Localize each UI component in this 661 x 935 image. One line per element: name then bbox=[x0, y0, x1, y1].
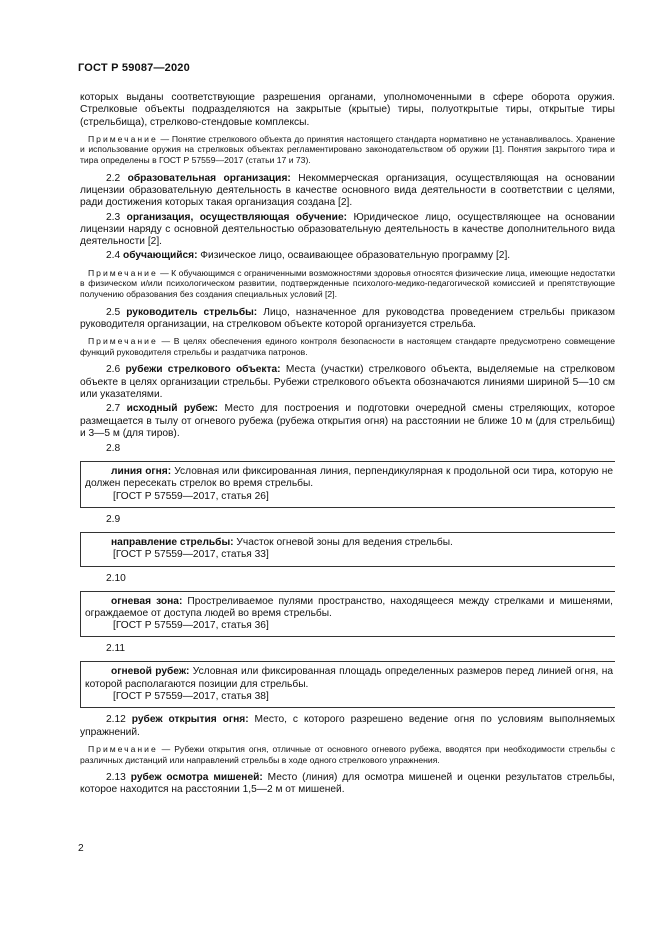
definition-text: Место для построения и подготовки очередной смены стреляющих, которое размещается в тылу от огневого рубежа (рубежа открытия огня) на расстоянии не ближе 10 м (для стрельбищ) и 3—5 м (для тиров). bbox=[80, 403, 615, 439]
item-number: 2.6 bbox=[106, 364, 121, 376]
term: обучающийся: bbox=[123, 250, 198, 262]
quoted-definition-2-9 bbox=[80, 532, 615, 567]
note-text: — Понятие стрелкового объекта до принятия настоящего стандарта нормативно не устанавливалось. Хранение и использование оружия на стрелковых объектах регламентировано законодательством об оружии [1]. Понятия закрытого тира и тира определены в ГОСТ Р 57559—2017 (статьи 17 и 73). bbox=[80, 133, 615, 166]
term: образовательная организация: bbox=[127, 172, 291, 184]
note-label: Примечание bbox=[88, 743, 158, 754]
definition-2-12 bbox=[80, 714, 615, 739]
term: рубеж осмотра мишеней: bbox=[130, 772, 263, 784]
term: рубеж открытия огня: bbox=[131, 714, 249, 726]
item-number: 2.13 bbox=[106, 772, 126, 784]
note-text: — К обучающимся с ограниченными возможностями здоровья относятся физические лица, имеющие недостатки в физическом и/или психологическом развитии, подтвержденные психолого-медико-педагогической комиссией и препятствующие получению образования без создания специальных условий [2]. bbox=[80, 267, 615, 299]
item-number: 2.5 bbox=[106, 306, 121, 318]
definition-2-5 bbox=[80, 307, 615, 332]
term: руководитель стрельбы: bbox=[126, 306, 258, 318]
definition-2-4 bbox=[80, 250, 615, 262]
item-number-2-8: 2.8 bbox=[106, 443, 121, 455]
note-label: Примечание bbox=[88, 267, 158, 278]
item-number-2-9: 2.9 bbox=[106, 513, 121, 525]
term: огневая зона: bbox=[111, 595, 183, 607]
definition-text: Некоммерческая организация, осуществляющая на основании лицензии образовательную деятельность в качестве основного вида деятельности в соответствии с целями, ради достижения которых такая организация создана [2]. bbox=[80, 172, 615, 209]
item-number: 2.3 bbox=[106, 211, 121, 223]
note-2-4 bbox=[80, 268, 615, 300]
definition-body: Условная или фиксированная площадь определенных размеров перед линией огня, на которой располагаются позиции для стрельбы. bbox=[85, 666, 613, 690]
definition-text: Физическое лицо, осваивающее образовательную программу [2]. bbox=[197, 250, 511, 262]
standard-title: ГОСТ Р 59087—2020 bbox=[78, 62, 190, 74]
source-reference: [ГОСТ Р 57559—2017, статья 36] bbox=[113, 620, 269, 632]
note-1 bbox=[80, 134, 615, 166]
definition-text: Юридическое лицо, осуществляющее на основании лицензии наряду с основной деятельностью образовательную деятельность в качестве дополнительного вида деятельности [2]. bbox=[80, 211, 615, 248]
note-2-12 bbox=[80, 744, 615, 765]
term: линия огня: bbox=[111, 466, 172, 478]
definition-text: Лицо, назначенное для руководства проведением стрельбы приказом руководителя организации, на стрелковом объекте которой организуется стрельба. bbox=[80, 306, 615, 330]
definition-body: Условная или фиксированная линия, перпендикулярная к продольной оси тира, которую не должен пересекать стрелок во время стрельбы. bbox=[85, 466, 613, 490]
item-number: 2.12 bbox=[106, 714, 126, 726]
definition-body: Простреливаемое пулями пространство, находящееся между стрелками и мишенями, ограждаемое от доступа людей во время стрельбы. bbox=[85, 595, 613, 619]
term: огневой рубеж: bbox=[111, 666, 190, 678]
definition-text: Место (линия) для осмотра мишеней и оценки результатов стрельбы, которое находится на расстоянии 1,5—2 м от мишеней. bbox=[80, 772, 615, 796]
definition-text bbox=[85, 596, 613, 621]
note-text: — Рубежи открытия огня, отличные от основного огневого рубежа, вводятся при необходимости стрельбы с различных дистанций или направлений стрельбы в ходе одного стрелкового упражнения. bbox=[80, 743, 615, 765]
quoted-definition-2-8 bbox=[80, 461, 615, 508]
definition-body: Участок огневой зоны для ведения стрельбы. bbox=[233, 536, 453, 548]
term: исходный рубеж: bbox=[126, 403, 219, 415]
item-number-2-11: 2.11 bbox=[106, 643, 126, 655]
definition-2-13 bbox=[80, 772, 615, 797]
note-label: Примечание bbox=[88, 133, 158, 144]
item-number: 2.4 bbox=[106, 250, 121, 262]
quoted-definition-2-11 bbox=[80, 661, 615, 708]
definition-text bbox=[85, 466, 613, 491]
term: организация, осуществляющая обучение: bbox=[126, 211, 348, 223]
term: направление стрельбы: bbox=[111, 536, 234, 548]
source-reference: [ГОСТ Р 57559—2017, статья 26] bbox=[113, 490, 269, 502]
source-reference: [ГОСТ Р 57559—2017, статья 33] bbox=[113, 549, 269, 561]
item-number-2-10: 2.10 bbox=[106, 572, 126, 584]
note-label: Примечание bbox=[88, 336, 158, 347]
definition-text: Места (участки) стрелкового объекта, выделяемые на стрелковом объекте в целях организации стрельбы. Рубежи стрелкового объекта обозначаются линиями шириной 5—10 см или указателями. bbox=[80, 364, 616, 400]
item-number: 2.2 bbox=[106, 172, 121, 184]
item-number: 2.7 bbox=[106, 403, 121, 415]
definition-text bbox=[85, 537, 613, 549]
quoted-definition-2-10 bbox=[80, 591, 615, 638]
definition-2-7 bbox=[80, 403, 615, 440]
definition-text: Место, с которого разрешено ведение огня по условиям выполняемых упражнений. bbox=[80, 714, 615, 738]
page-number: 2 bbox=[78, 843, 84, 854]
document-body bbox=[80, 92, 615, 797]
intro-paragraph: которых выданы соответствующие разрешения органами, уполномоченными в сфере оборота оружия. Стрелковые объекты подразделяются на закрытые (крытые) тиры, полуоткрытые тиры, открытые тиры (стрельбища), стрелково-стендовые комплексы. bbox=[80, 92, 615, 128]
source-reference: [ГОСТ Р 57559—2017, статья 38] bbox=[113, 691, 269, 703]
definition-2-2 bbox=[80, 173, 615, 210]
term: рубежи стрелкового объекта: bbox=[125, 364, 281, 376]
note-2-5 bbox=[80, 336, 615, 357]
definition-2-3 bbox=[80, 212, 615, 249]
note-text: — В целях обеспечения единого контроля безопасности в настоящем стандарте предусмотрено совмещение функций руководителя стрельбы и раздатчика патронов. bbox=[80, 336, 615, 357]
definition-2-6 bbox=[80, 364, 615, 401]
definition-text bbox=[85, 666, 613, 691]
